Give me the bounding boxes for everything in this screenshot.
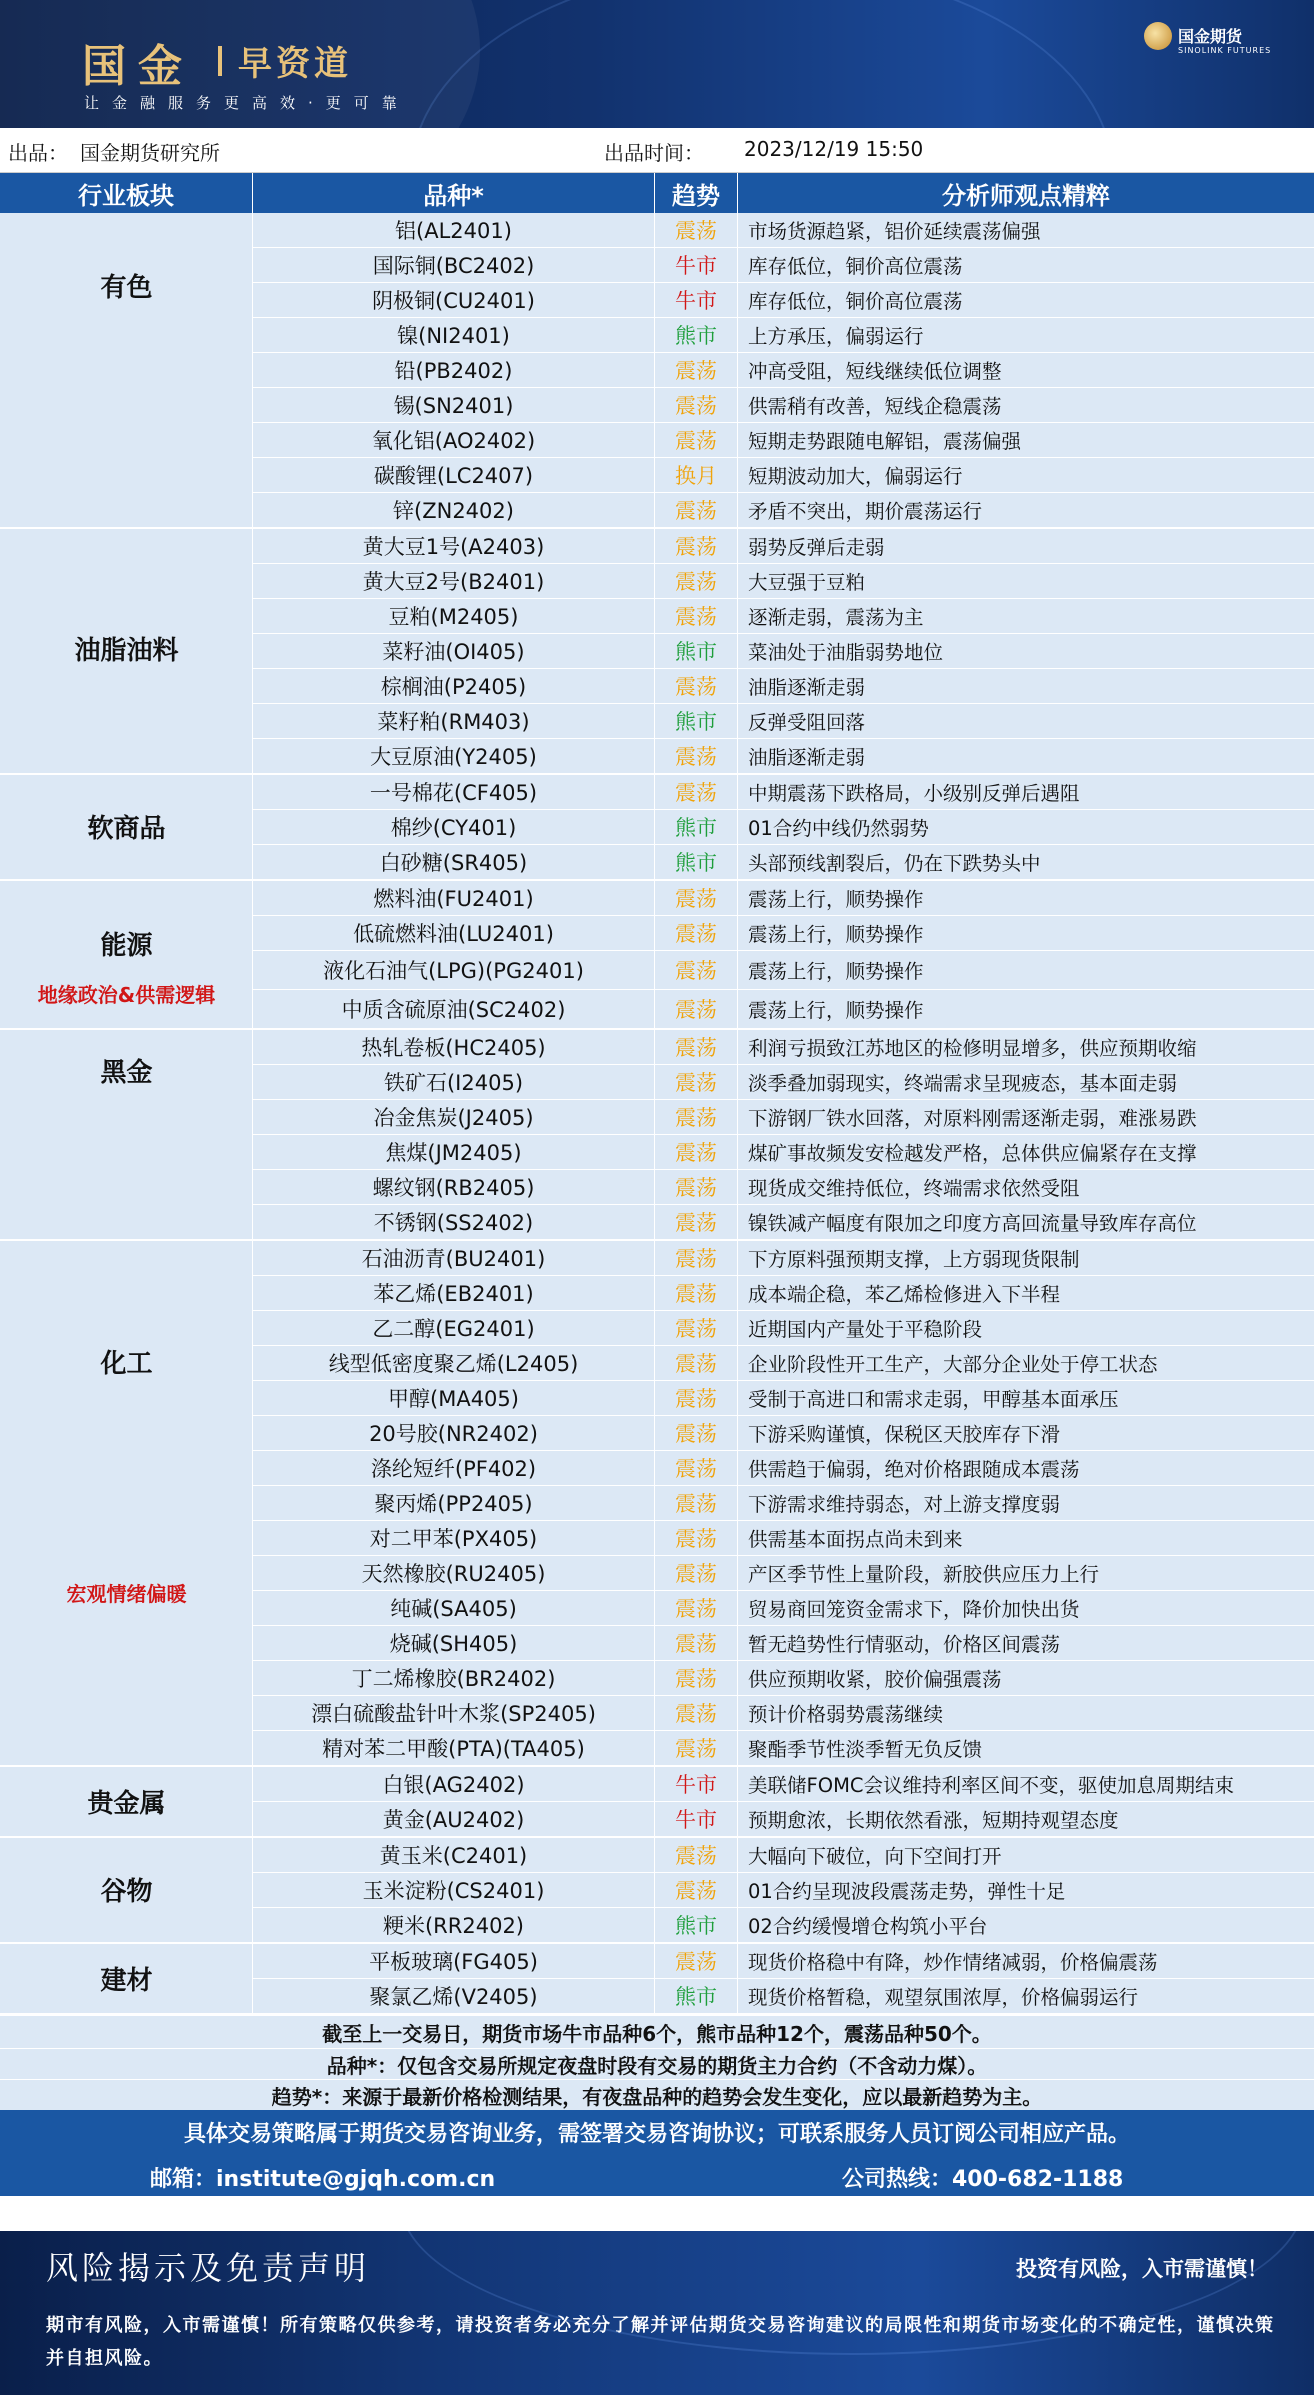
view-cell: 上方承压，偏弱运行 <box>738 318 1314 352</box>
table-row <box>253 1204 1314 1239</box>
table-row <box>253 1380 1314 1415</box>
sector-group <box>0 1767 1314 1838</box>
sector-group <box>0 775 1314 881</box>
product-cell: 烧碱(SH405) <box>253 1626 655 1660</box>
product-cell: 锡(SN2401) <box>253 388 655 422</box>
product-cell: 白砂糖(SR405) <box>253 845 655 879</box>
table-row <box>253 1590 1314 1625</box>
product-cell: 对二甲苯(PX405) <box>253 1521 655 1555</box>
table-row <box>253 1767 1314 1801</box>
view-cell: 近期国内产量处于平稳阶段 <box>738 1311 1314 1345</box>
note-product-def: 品种*：仅包含交易所规定夜盘时段有交易的期货主力合约（不含动力煤）。 <box>0 2048 1314 2079</box>
table-row <box>253 1944 1314 1978</box>
trend-cell: 震荡 <box>655 1205 738 1239</box>
brand-name: 国金 <box>82 41 194 92</box>
service-note: 具体交易策略属于期货交易咨询业务，需签署交易咨询协议；可联系服务人员订阅公司相应产品。 <box>183 2121 1130 2147</box>
table-row <box>253 1485 1314 1520</box>
product-cell: 黄金(AU2402) <box>253 1802 655 1836</box>
product-cell: 平板玻璃(FG405) <box>253 1944 655 1978</box>
view-cell: 油脂逐渐走弱 <box>738 739 1314 773</box>
view-cell: 震荡上行，顺势操作 <box>738 881 1314 915</box>
note-summary: 截至上一交易日，期货市场牛市品种6个，熊市品种12个，震荡品种50个。 <box>0 2015 1314 2048</box>
product-cell: 国际铜(BC2402) <box>253 248 655 282</box>
product-cell: 粳米(RR2402) <box>253 1908 655 1942</box>
sector-cell <box>0 881 253 1028</box>
col-view: 分析师观点精粹 <box>942 181 1110 210</box>
view-cell: 现货价格稳中有降，炒作情绪减弱，价格偏震荡 <box>738 1944 1314 1978</box>
sector-group <box>0 881 1314 1030</box>
table-row <box>253 1345 1314 1380</box>
product-cell: 菜籽油(OI405) <box>253 634 655 668</box>
sector-cell <box>0 213 253 527</box>
trend-cell: 震荡 <box>655 1626 738 1660</box>
sector-name: 谷物 <box>100 1877 153 1907</box>
product-cell: 精对苯二甲酸(PTA)(TA405) <box>253 1731 655 1765</box>
product-cell: 大豆原油(Y2405) <box>253 739 655 773</box>
table-row <box>253 247 1314 282</box>
trend-cell: 震荡 <box>655 213 738 247</box>
table-row <box>253 703 1314 738</box>
view-cell: 01合约中线仍然弱势 <box>738 810 1314 844</box>
table-row <box>253 1801 1314 1836</box>
view-cell: 大豆强于豆粕 <box>738 564 1314 598</box>
view-cell: 企业阶段性开工生产，大部分企业处于停工状态 <box>738 1346 1314 1380</box>
view-cell: 大幅向下破位，向下空间打开 <box>738 1838 1314 1872</box>
sector-name: 油脂油料 <box>74 636 179 666</box>
trend-cell: 熊市 <box>655 318 738 352</box>
logo-en-text: SINOLINK FUTURES <box>1178 46 1272 55</box>
view-cell: 聚酯季节性淡季暂无负反馈 <box>738 1731 1314 1765</box>
view-cell: 短期波动加大，偏弱运行 <box>738 458 1314 492</box>
notes-block <box>0 2015 1314 2110</box>
view-cell: 油脂逐渐走弱 <box>738 669 1314 703</box>
table-body <box>0 213 1314 2015</box>
product-cell: 不锈钢(SS2402) <box>253 1205 655 1239</box>
trend-cell: 熊市 <box>655 634 738 668</box>
table-row <box>253 352 1314 387</box>
trend-cell: 牛市 <box>655 283 738 317</box>
view-cell: 矛盾不突出，期价震荡运行 <box>738 493 1314 527</box>
sector-name: 有色 <box>100 273 153 303</box>
sector-group <box>0 213 1314 529</box>
trend-cell: 震荡 <box>655 353 738 387</box>
sector-cell <box>0 1241 253 1765</box>
table-row <box>253 598 1314 633</box>
table-row <box>253 1872 1314 1907</box>
sector-cell <box>0 1030 253 1239</box>
sector-cell <box>0 775 253 879</box>
trend-cell: 震荡 <box>655 951 738 989</box>
view-cell: 反弹受阻回落 <box>738 704 1314 738</box>
sector-name: 黑金 <box>100 1058 153 1088</box>
col-product: 品种* <box>253 173 655 213</box>
meta-bar <box>0 128 1314 173</box>
trend-cell: 震荡 <box>655 493 738 527</box>
product-cell: 黄大豆1号(A2403) <box>253 529 655 563</box>
view-cell: 煤矿事故频发安检越发严格，总体供应偏紧存在支撑 <box>738 1135 1314 1169</box>
trend-cell: 震荡 <box>655 1591 738 1625</box>
table-row <box>253 1450 1314 1485</box>
table-row <box>253 1099 1314 1134</box>
view-cell: 中期震荡下跌格局，小级别反弹后遇阻 <box>738 775 1314 809</box>
trend-cell: 震荡 <box>655 916 738 950</box>
sector-note: 地缘政治&供需逻辑 <box>37 983 216 1007</box>
view-cell: 贸易商回笼资金需求下，降价加快出货 <box>738 1591 1314 1625</box>
view-cell: 供应预期收紧，胶价偏强震荡 <box>738 1661 1314 1695</box>
trend-cell: 震荡 <box>655 1521 738 1555</box>
trend-cell: 震荡 <box>655 1731 738 1765</box>
product-cell: 甲醇(MA405) <box>253 1381 655 1415</box>
publisher-value: 国金期货研究所 <box>80 141 220 165</box>
trend-cell: 震荡 <box>655 1030 738 1064</box>
slogan: 让金融服务更高效·更可靠 <box>84 94 410 112</box>
table-row <box>253 881 1314 915</box>
view-cell: 淡季叠加弱现实，终端需求呈现疲态，基本面走弱 <box>738 1065 1314 1099</box>
brand-subtitle: 早资道 <box>238 44 352 84</box>
view-cell: 短期走势跟随电解铝，震荡偏强 <box>738 423 1314 457</box>
trend-cell: 震荡 <box>655 1276 738 1310</box>
table-row <box>253 1730 1314 1765</box>
trend-cell: 震荡 <box>655 739 738 773</box>
table-row <box>253 282 1314 317</box>
trend-cell: 震荡 <box>655 1241 738 1275</box>
trend-cell: 震荡 <box>655 1346 738 1380</box>
product-cell: 天然橡胶(RU2405) <box>253 1556 655 1590</box>
view-cell: 02合约缓慢增仓构筑小平台 <box>738 1908 1314 1942</box>
sector-group <box>0 1838 1314 1944</box>
disclaimer-footer <box>0 2231 1314 2395</box>
sector-note: 宏观情绪偏暖 <box>66 1581 187 1606</box>
trend-cell: 震荡 <box>655 1451 738 1485</box>
trend-cell: 震荡 <box>655 1696 738 1730</box>
trend-cell: 牛市 <box>655 248 738 282</box>
view-cell: 冲高受阻，短线继续低位调整 <box>738 353 1314 387</box>
view-cell: 暂无趋势性行情驱动，价格区间震荡 <box>738 1626 1314 1660</box>
sector-name: 能源 <box>100 931 153 961</box>
product-cell: 漂白硫酸盐针叶木浆(SP2405) <box>253 1696 655 1730</box>
table-row <box>253 1275 1314 1310</box>
trend-cell: 震荡 <box>655 775 738 809</box>
table-row <box>253 492 1314 527</box>
product-cell: 燃料油(FU2401) <box>253 881 655 915</box>
risk-warning: 投资有风险，入市需谨慎！ <box>1016 2257 1268 2281</box>
table-row <box>253 1907 1314 1942</box>
product-cell: 锌(ZN2402) <box>253 493 655 527</box>
view-cell: 库存低位，铜价高位震荡 <box>738 248 1314 282</box>
table-row <box>253 844 1314 879</box>
trend-cell: 震荡 <box>655 1381 738 1415</box>
sector-cell <box>0 1838 253 1942</box>
table-row <box>253 1838 1314 1872</box>
view-cell: 头部预线割裂后，仍在下跌势头中 <box>738 845 1314 879</box>
sector-group <box>0 529 1314 775</box>
contact-block <box>0 2110 1314 2196</box>
hotline[interactable]: 公司热线：400-682-1188 <box>842 2167 1124 2192</box>
table-row <box>253 1241 1314 1275</box>
view-cell: 逐渐走弱，震荡为主 <box>738 599 1314 633</box>
sector-cell <box>0 1767 253 1836</box>
sector-name: 建材 <box>100 1966 153 1996</box>
note-trend-def: 趋势*：来源于最新价格检测结果，有夜盘品种的趋势会发生变化，应以最新趋势为主。 <box>0 2079 1314 2110</box>
trend-cell: 震荡 <box>655 1135 738 1169</box>
trend-cell: 牛市 <box>655 1767 738 1801</box>
view-cell: 弱势反弹后走弱 <box>738 529 1314 563</box>
trend-cell: 熊市 <box>655 845 738 879</box>
product-cell: 冶金焦炭(J2405) <box>253 1100 655 1134</box>
product-cell: 线型低密度聚乙烯(L2405) <box>253 1346 655 1380</box>
product-cell: 黄玉米(C2401) <box>253 1838 655 1872</box>
view-cell: 震荡上行，顺势操作 <box>738 916 1314 950</box>
trend-cell: 震荡 <box>655 564 738 598</box>
trend-cell: 震荡 <box>655 1944 738 1978</box>
trend-cell: 震荡 <box>655 1556 738 1590</box>
trend-cell: 震荡 <box>655 529 738 563</box>
product-cell: 丁二烯橡胶(BR2402) <box>253 1661 655 1695</box>
trend-cell: 震荡 <box>655 881 738 915</box>
trend-cell: 震荡 <box>655 1100 738 1134</box>
table-row <box>253 1555 1314 1590</box>
product-cell: 石油沥青(BU2401) <box>253 1241 655 1275</box>
table-row <box>253 213 1314 247</box>
table-row <box>253 387 1314 422</box>
sector-group <box>0 1030 1314 1241</box>
table-row <box>253 1310 1314 1345</box>
product-cell: 白银(AG2402) <box>253 1767 655 1801</box>
col-sector: 行业板块 <box>0 173 253 213</box>
product-cell: 涤纶短纤(PF402) <box>253 1451 655 1485</box>
trend-cell: 震荡 <box>655 1838 738 1872</box>
product-cell: 氧化铝(AO2402) <box>253 423 655 457</box>
view-cell: 库存低位，铜价高位震荡 <box>738 283 1314 317</box>
trend-cell: 震荡 <box>655 1065 738 1099</box>
view-cell: 下游需求维持弱态，对上游支撑度弱 <box>738 1486 1314 1520</box>
table-row <box>253 1415 1314 1450</box>
sector-name: 软商品 <box>87 814 166 844</box>
table-row <box>253 809 1314 844</box>
table-row <box>253 1030 1314 1064</box>
trend-cell: 牛市 <box>655 1802 738 1836</box>
view-cell: 现货价格暂稳，观望氛围浓厚，价格偏弱运行 <box>738 1979 1314 2013</box>
product-cell: 豆粕(M2405) <box>253 599 655 633</box>
trend-cell: 震荡 <box>655 423 738 457</box>
view-cell: 供需基本面拐点尚未到来 <box>738 1521 1314 1555</box>
view-cell: 下游采购谨慎，保税区天胶库存下滑 <box>738 1416 1314 1450</box>
time-value: 2023/12/19 15:50 <box>744 137 924 161</box>
product-cell: 棕榈油(P2405) <box>253 669 655 703</box>
report-header <box>0 0 1314 128</box>
time-label: 出品时间： <box>604 141 704 165</box>
trend-cell: 震荡 <box>655 1170 738 1204</box>
view-cell: 市场货源趋紧，铝价延续震荡偏强 <box>738 213 1314 247</box>
product-cell: 螺纹钢(RB2405) <box>253 1170 655 1204</box>
view-cell: 美联储FOMC会议维持利率区间不变，驱使加息周期结束 <box>738 1767 1314 1801</box>
table-row <box>253 668 1314 703</box>
product-cell: 焦煤(JM2405) <box>253 1135 655 1169</box>
view-cell: 震荡上行，顺势操作 <box>738 990 1314 1028</box>
view-cell: 产区季节性上量阶段，新胶供应压力上行 <box>738 1556 1314 1590</box>
product-cell: 菜籽粕(RM403) <box>253 704 655 738</box>
product-cell: 铁矿石(I2405) <box>253 1065 655 1099</box>
table-row <box>253 738 1314 773</box>
table-row <box>253 950 1314 989</box>
disclaimer-text: 期市有风险，入市需谨慎！所有策略仅供参考，请投资者务必充分了解并评估期货交易咨询建议的局限性和期货市场变化的不确定性，谨慎决策并自担风险。 <box>46 2315 1275 2369</box>
product-cell: 黄大豆2号(B2401) <box>253 564 655 598</box>
table-row <box>253 1660 1314 1695</box>
table-row <box>253 457 1314 492</box>
trend-cell: 震荡 <box>655 1661 738 1695</box>
product-cell: 一号棉花(CF405) <box>253 775 655 809</box>
view-cell: 利润亏损致江苏地区的检修明显增多，供应预期收缩 <box>738 1030 1314 1064</box>
view-cell: 震荡上行，顺势操作 <box>738 951 1314 989</box>
table-row <box>253 1695 1314 1730</box>
product-cell: 热轧卷板(HC2405) <box>253 1030 655 1064</box>
trend-cell: 震荡 <box>655 388 738 422</box>
sector-cell <box>0 1944 253 2013</box>
product-cell: 聚氯乙烯(V2405) <box>253 1979 655 2013</box>
table-row <box>253 1064 1314 1099</box>
table-row <box>253 775 1314 809</box>
sector-cell <box>0 529 253 773</box>
product-cell: 中质含硫原油(SC2402) <box>253 990 655 1028</box>
product-cell: 纯碱(SA405) <box>253 1591 655 1625</box>
view-cell: 预计价格弱势震荡继续 <box>738 1696 1314 1730</box>
view-cell: 菜油处于油脂弱势地位 <box>738 634 1314 668</box>
table-row <box>253 1625 1314 1660</box>
table-row <box>253 529 1314 563</box>
trend-cell: 震荡 <box>655 669 738 703</box>
brand-separator <box>218 46 222 76</box>
trend-cell: 震荡 <box>655 599 738 633</box>
trend-cell: 震荡 <box>655 1311 738 1345</box>
product-cell: 低硫燃料油(LU2401) <box>253 916 655 950</box>
trend-cell: 熊市 <box>655 810 738 844</box>
product-cell: 苯乙烯(EB2401) <box>253 1276 655 1310</box>
view-cell: 成本端企稳，苯乙烯检修进入下半程 <box>738 1276 1314 1310</box>
product-cell: 玉米淀粉(CS2401) <box>253 1873 655 1907</box>
view-cell: 供需趋于偏弱，绝对价格跟随成本震荡 <box>738 1451 1314 1485</box>
trend-cell: 震荡 <box>655 990 738 1028</box>
product-cell: 铅(PB2402) <box>253 353 655 387</box>
product-cell: 液化石油气(LPG)(PG2401) <box>253 951 655 989</box>
product-cell: 乙二醇(EG2401) <box>253 1311 655 1345</box>
trend-cell: 换月 <box>655 458 738 492</box>
view-cell: 01合约呈现波段震荡走势，弹性十足 <box>738 1873 1314 1907</box>
product-cell: 20号胶(NR2402) <box>253 1416 655 1450</box>
logo-icon <box>1144 22 1172 50</box>
table-row <box>253 1169 1314 1204</box>
table-row <box>253 1134 1314 1169</box>
table-row <box>253 422 1314 457</box>
table-row <box>253 915 1314 950</box>
view-cell: 镍铁减产幅度有限加之印度方高回流量导致库存高位 <box>738 1205 1314 1239</box>
product-cell: 镍(NI2401) <box>253 318 655 352</box>
product-cell: 棉纱(CY401) <box>253 810 655 844</box>
company-logo <box>1144 22 1274 62</box>
table-row <box>253 1978 1314 2013</box>
disclaimer-title: 风险揭示及免责声明 <box>46 2249 371 2287</box>
product-cell: 铝(AL2401) <box>253 213 655 247</box>
email[interactable]: 邮箱：institute@gjqh.com.cn <box>150 2167 496 2192</box>
trend-cell: 震荡 <box>655 1873 738 1907</box>
sector-name: 化工 <box>100 1349 153 1379</box>
logo-cn-text: 国金期货 <box>1178 27 1243 46</box>
product-cell: 阴极铜(CU2401) <box>253 283 655 317</box>
view-cell: 受制于高进口和需求走弱，甲醇基本面承压 <box>738 1381 1314 1415</box>
trend-cell: 震荡 <box>655 1486 738 1520</box>
sector-group <box>0 1241 1314 1767</box>
table-header <box>0 173 1314 213</box>
trend-cell: 震荡 <box>655 1416 738 1450</box>
view-cell: 供需稍有改善，短线企稳震荡 <box>738 388 1314 422</box>
view-cell: 下方原料强预期支撑，上方弱现货限制 <box>738 1241 1314 1275</box>
col-trend: 趋势 <box>655 173 738 213</box>
view-cell: 现货成交维持低位，终端需求依然受阻 <box>738 1170 1314 1204</box>
product-cell: 碳酸锂(LC2407) <box>253 458 655 492</box>
publisher-label: 出品： <box>8 141 68 165</box>
table-row <box>253 633 1314 668</box>
view-cell: 下游钢厂铁水回落，对原料刚需逐渐走弱，难涨易跌 <box>738 1100 1314 1134</box>
table-row <box>253 989 1314 1028</box>
product-cell: 聚丙烯(PP2405) <box>253 1486 655 1520</box>
trend-cell: 熊市 <box>655 1979 738 2013</box>
trend-cell: 熊市 <box>655 704 738 738</box>
trend-cell: 熊市 <box>655 1908 738 1942</box>
table-row <box>253 563 1314 598</box>
view-cell: 预期愈浓，长期依然看涨，短期持观望态度 <box>738 1802 1314 1836</box>
sector-name: 贵金属 <box>87 1789 166 1819</box>
table-row <box>253 1520 1314 1555</box>
sector-group <box>0 1944 1314 2015</box>
table-row <box>253 317 1314 352</box>
